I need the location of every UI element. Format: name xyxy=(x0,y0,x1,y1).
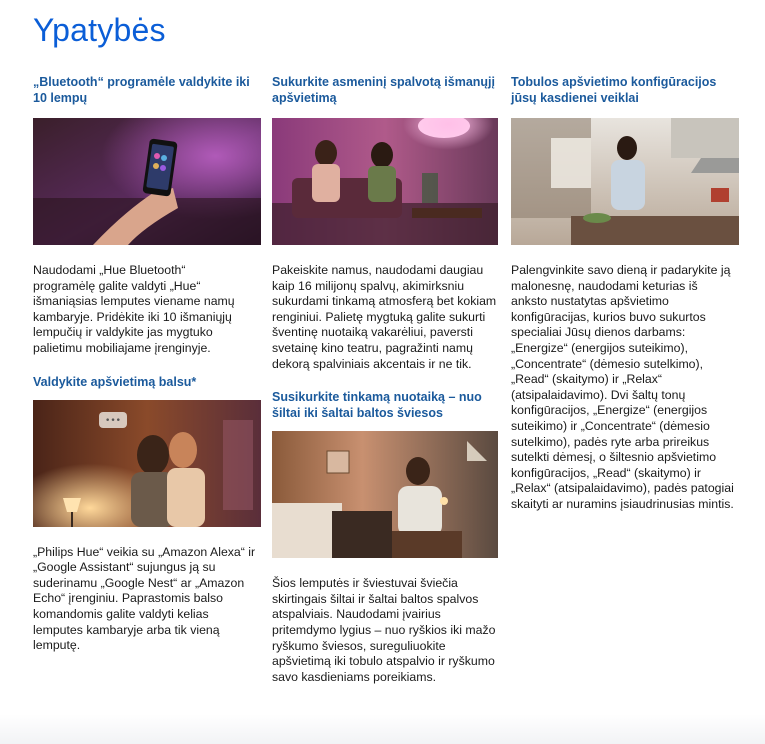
feature-text-bluetooth: Naudodami „Hue Bluetooth“ programėlę galite valdyti „Hue“ išmaniąsias lemputes viename namų kambaryje. Pridėkite iki 10 išmaniųjų lempučių ir valdykite jas mygtuko palietimu mobiliajame įrenginyje. xyxy=(33,263,235,355)
feature-column-3 xyxy=(511,74,739,513)
color-room-illustration xyxy=(272,118,498,245)
photo-woman-cooking-in-kitchen xyxy=(511,118,739,245)
feature-column-1 xyxy=(33,74,261,654)
photo-couple-with-voice-assistant xyxy=(33,400,261,527)
feature-heading-routines: Tobulos apšvietimo konfigūracijos jūsų kasdienei veiklai xyxy=(511,75,717,105)
feature-heading-color: Sukurkite asmeninį spalvotą išmanųjį apšvietimą xyxy=(272,75,495,105)
white-light-illustration xyxy=(272,431,498,558)
feature-heading-bluetooth: „Bluetooth“ programėle valdykite iki 10 lempų xyxy=(33,75,250,105)
feature-text-white-light: Šios lemputės ir šviestuvai šviečia skirtingais šiltai ir šaltai baltos spalvos atspalviais. Naudodami įvairius pritemdymo lygius – nuo ryškios iki mažo ryškumo šviesos, sureguliuokite apšvietimą iki tobulo atspalvio ir ryškumo savo kasdieniams poreikiams. xyxy=(272,576,496,684)
feature-text-color: Pakeiskite namus, naudodami daugiau kaip 16 milijonų spalvų, akimirksniu sukurdami tinkamą atmosferą bet kokiam renginiui. Palietę mygtuką galite sukurti šventinę nuotaiką vakarėliui, paversti svetainę kino teatru, pagražinti namų dekorą spalviniais akcentais ir ne tik. xyxy=(272,263,497,371)
svg-text:•••: ••• xyxy=(105,415,121,426)
page-title: Ypatybės xyxy=(33,12,166,48)
voice-control-illustration xyxy=(33,400,261,527)
kitchen-illustration xyxy=(511,118,739,245)
feature-heading-white-light: Susikurkite tinkamą nuotaiką – nuo šiltai iki šaltai baltos šviesos xyxy=(272,390,482,421)
feature-text-routines: Palengvinkite savo dieną ir padarykite ją malonesnę, naudodami keturias iš anksto nustatytas apšvietimo konfigūracijas, kurios buvo sukurtos specialiai Jūsų dienos darbams: „Energize“ (energijos suteikimo), „Concentrate“ (dėmesio sutelkimo), „Read“ (skaitymo) ir „Relax“ (atsipalaidavimo). Dvi šaltų tonų konfigūracijos, „Energize“ (energijos suteikimo) ir „Concentrate“ (dėmesio sutelkimo), padės ryte arba prireikus sutelkti dėmesį, o šiltesnio apšvietimo konfigūracijos, „Read“ (skaitymo) ir „Relax“ (atsipalaidavimo), padės patogiai skaityti ar nuramins įsiaudrinusias mintis. xyxy=(511,263,734,511)
photo-man-in-warm-lit-room xyxy=(272,431,498,558)
photo-phone-controlling-lights xyxy=(33,118,261,245)
bottom-fade xyxy=(0,714,765,744)
feature-text-voice: „Philips Hue“ veikia su „Amazon Alexa“ ir „Google Assistant“ sujungus ją su suderinamu „Google Nest“ ar „Amazon Echo“ įrenginiu. Paprastomis balso komandomis galite valdyti kelias lemputes kambaryje arba tik vieną lemputę. xyxy=(33,544,256,653)
phone-lights-illustration xyxy=(33,118,261,245)
feature-heading-voice: Valdykite apšvietimą balsu* xyxy=(33,374,197,389)
photo-friends-in-colored-living-room xyxy=(272,118,498,245)
feature-column-2 xyxy=(272,74,498,685)
